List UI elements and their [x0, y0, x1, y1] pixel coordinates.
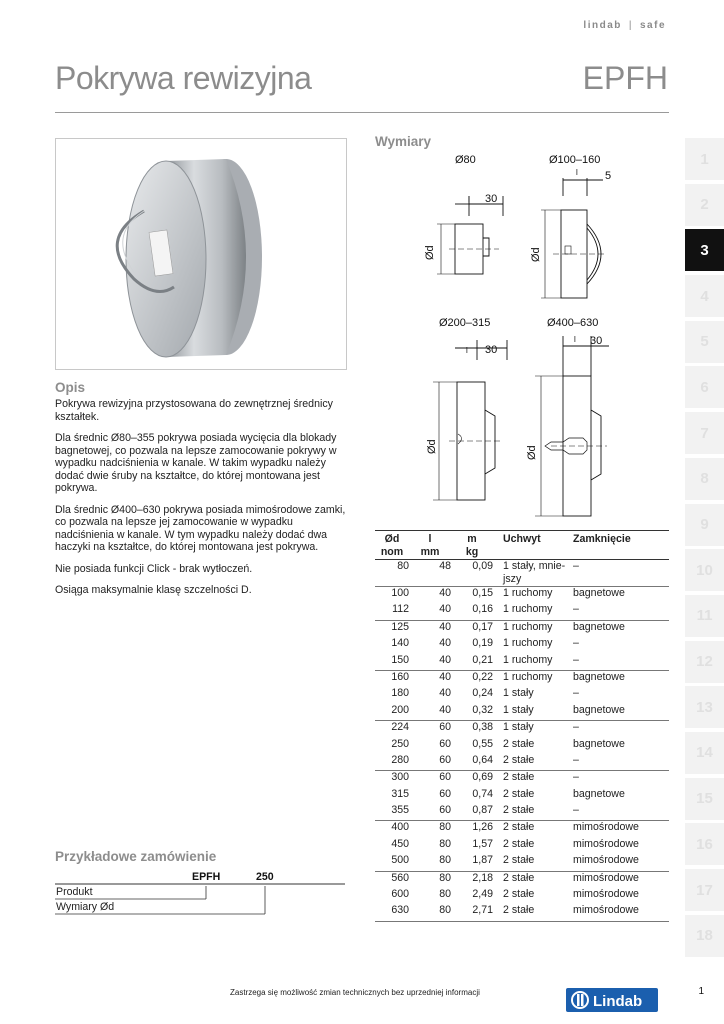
table-row — [375, 788, 669, 804]
label-l-3: l — [466, 346, 468, 355]
col-l-title: l — [428, 533, 432, 545]
cell-d: 140 — [391, 637, 409, 650]
cell-l: 40 — [409, 587, 451, 604]
chapter-tab-9[interactable]: 9 — [685, 504, 724, 546]
order-heading: Przykładowe zamówienie — [55, 849, 217, 864]
cell-d: 180 — [391, 687, 409, 700]
description-paragraph: Nie posiada funkcji Click - brak wytłoczeń. — [55, 562, 253, 575]
chapter-tab-12[interactable]: 12 — [685, 641, 724, 683]
cell-l: 60 — [409, 771, 451, 788]
cell-lock: mimośrodowe — [573, 904, 669, 921]
col-d-unit: nom — [380, 545, 404, 558]
cell-l: 80 — [439, 888, 451, 901]
cell-d: 125 — [375, 620, 409, 637]
chapter-tab-8[interactable]: 8 — [685, 458, 724, 500]
dimension-drawings — [375, 148, 675, 520]
cell-lock: mimośrodowe — [573, 821, 669, 838]
cell-l: 80 — [439, 854, 451, 867]
cell-l: 40 — [409, 620, 451, 637]
cell-l: 60 — [409, 721, 451, 738]
cell-m: 1,57 — [472, 837, 493, 850]
description-paragraph: Osiąga maksymalnie klasę szczelności D. — [55, 584, 252, 596]
col-d-header — [375, 531, 409, 560]
cell-d: 224 — [375, 721, 409, 738]
cell-l: 40 — [439, 637, 451, 650]
cell-d: 250 — [391, 737, 409, 750]
cell-handle: 1 ruchomy — [493, 620, 573, 637]
cell-m: 0,74 — [472, 787, 493, 800]
chapter-tabs — [685, 138, 724, 960]
cell-d: 450 — [391, 837, 409, 850]
cell-l: 40 — [439, 703, 451, 716]
cell-m: 0,64 — [472, 753, 493, 766]
cell-m: 0,32 — [472, 703, 493, 716]
chapter-tab-15[interactable]: 15 — [685, 778, 724, 820]
brand-name: lindab — [583, 20, 622, 31]
cell-lock: bagnetowe — [573, 670, 669, 687]
cell-d: 80 — [397, 560, 409, 572]
cell-m: 0,09 — [472, 560, 493, 572]
label-d200-315: Ø200–315 — [439, 317, 491, 329]
table-row — [375, 888, 669, 904]
description-paragraph: Dla średnic Ø80–355 pokrywa posiada wycięcia dla blokady bagnetowej, co pozwala na lepsze zamocowanie pokrywy w wypadku nadciśnienia w kanale. W takim wypadku należy dodać dwie śruby na kształtce, do której montowana jest pokrywa. — [55, 432, 337, 494]
cell-l: 60 — [439, 737, 451, 750]
chapter-tab-7[interactable]: 7 — [685, 412, 724, 454]
label-od-1: Ød — [424, 245, 436, 260]
cell-handle: 2 stałe — [503, 753, 535, 766]
technical-drawing — [375, 148, 675, 520]
title-divider — [55, 112, 669, 113]
chapter-tab-10[interactable]: 10 — [685, 549, 724, 591]
chapter-tab-17[interactable]: 17 — [685, 869, 724, 911]
lindab-logo — [566, 986, 658, 1014]
cell-d: 280 — [391, 753, 409, 766]
cell-lock: bagnetowe — [573, 620, 669, 637]
cell-handle: 1 stały — [503, 687, 534, 700]
cell-d: 630 — [375, 904, 409, 921]
product-photo — [55, 138, 347, 370]
page-title: Pokrywa rewizyjna — [55, 60, 312, 96]
order-example — [55, 866, 345, 918]
cell-m: 2,71 — [451, 904, 493, 921]
cell-handle: 2 stałe — [493, 821, 573, 838]
label-l-4: l — [574, 335, 576, 344]
chapter-tab-6[interactable]: 6 — [685, 366, 724, 408]
cell-l: 60 — [439, 804, 451, 817]
cell-handle: 2 stałe — [493, 771, 573, 788]
chapter-tab-2[interactable]: 2 — [685, 184, 724, 226]
page-number: 1 — [698, 986, 704, 997]
cell-handle: 2 stałe — [503, 737, 535, 750]
label-30-3: 30 — [485, 344, 498, 356]
cell-m: 0,17 — [451, 620, 493, 637]
cell-handle: 2 stałe — [503, 787, 535, 800]
table-header-row — [375, 531, 669, 560]
order-diagram — [55, 866, 345, 918]
cell-l: 40 — [439, 603, 451, 616]
order-code: EPFH — [192, 871, 221, 883]
cell-m: 0,87 — [472, 804, 493, 817]
cell-handle: 2 stałe — [503, 854, 535, 867]
chapter-tab-3[interactable]: 3 — [685, 229, 724, 271]
label-od-3: Ød — [426, 439, 438, 454]
cell-m: 0,19 — [472, 637, 493, 650]
label-od-2: Ød — [530, 247, 542, 262]
table-row — [375, 738, 669, 754]
cell-m: 0,16 — [472, 603, 493, 616]
table-row — [375, 904, 669, 921]
table-row — [375, 670, 669, 687]
label-30-1: 30 — [485, 193, 498, 205]
col-d-title: Ød — [384, 533, 400, 545]
cell-lock: – — [573, 603, 579, 616]
cell-l: 80 — [409, 871, 451, 888]
cell-lock: bagnetowe — [573, 737, 625, 750]
table-row — [375, 838, 669, 854]
cell-lock: mimośrodowe — [573, 854, 639, 867]
cell-lock: – — [573, 560, 579, 572]
cell-d: 600 — [391, 888, 409, 901]
footer-note: Zastrzega się możliwość zmian technicznych bez uprzedniej informacji — [230, 988, 480, 997]
cell-m: 0,38 — [451, 721, 493, 738]
chapter-tab-4[interactable]: 4 — [685, 275, 724, 317]
table-row — [375, 721, 669, 738]
cell-m: 1,87 — [472, 854, 493, 867]
col-lock-header: Zamknięcie — [573, 533, 631, 545]
cell-lock: bagnetowe — [573, 703, 625, 716]
col-m-title: m — [467, 533, 477, 545]
brand-separator: | — [628, 20, 633, 31]
cell-d: 500 — [391, 854, 409, 867]
cell-lock: mimośrodowe — [573, 837, 639, 850]
cell-l: 80 — [409, 821, 451, 838]
description-paragraph: Dla średnic Ø400–630 pokrywa posiada mimośrodowe zamki, co pozwala na lepsze jej zamocowanie w wypadku nadciśnienia w kanale. W tym wypadku należy dodać dwa haczyki na kształtce, do której montowana jest pokrywa. — [55, 503, 346, 553]
cell-lock: bagnetowe — [573, 787, 625, 800]
cell-lock: – — [573, 653, 579, 666]
cell-lock: – — [573, 637, 579, 650]
chapter-tab-11[interactable]: 11 — [685, 595, 724, 637]
table-row — [375, 704, 669, 721]
label-d400-630: Ø400–630 — [547, 317, 599, 329]
cell-m: 0,55 — [472, 737, 493, 750]
description-body — [55, 398, 351, 606]
cell-handle: 1 ruchomy — [503, 653, 553, 666]
cell-handle: 1 stały — [493, 721, 573, 738]
cell-handle: 1 stały — [503, 703, 534, 716]
table-row — [375, 637, 669, 653]
description-paragraph: Pokrywa rewizyjna przystosowana do zewnętrznej średnicy kształtek. — [55, 398, 333, 423]
cell-handle-line: 1 stały, mnie- — [503, 560, 566, 572]
table-row — [375, 620, 669, 637]
cell-d: 200 — [391, 703, 409, 716]
chapter-tab-18[interactable]: 18 — [685, 915, 724, 957]
label-d100-160: Ø100–160 — [549, 154, 601, 166]
table-row — [375, 603, 669, 620]
cell-handle: 1 ruchomy — [503, 603, 553, 616]
cell-m: 0,24 — [472, 687, 493, 700]
cell-l: 40 — [439, 653, 451, 666]
col-m-unit: kg — [465, 545, 479, 558]
chapter-tab-13[interactable]: 13 — [685, 686, 724, 728]
cell-m: 2,49 — [472, 888, 493, 901]
cell-handle: 1 ruchomy — [503, 637, 553, 650]
table-row — [375, 871, 669, 888]
cell-lock: – — [573, 687, 579, 700]
table-row — [375, 560, 669, 587]
cell-handle — [493, 560, 573, 587]
cell-m: 0,15 — [451, 587, 493, 604]
cell-l: 80 — [439, 837, 451, 850]
cell-d: 100 — [375, 587, 409, 604]
cell-m: 0,21 — [472, 653, 493, 666]
logo-graphic — [566, 986, 658, 1014]
label-od-4: Ød — [526, 445, 538, 460]
cell-d: 160 — [375, 670, 409, 687]
cell-l: 60 — [439, 753, 451, 766]
col-m-header — [451, 531, 493, 560]
cell-d: 150 — [391, 653, 409, 666]
table-row — [375, 804, 669, 821]
logo-text: Lindab — [593, 993, 643, 1010]
cover-photo-illustration — [56, 139, 346, 369]
chapter-tab-14[interactable]: 14 — [685, 732, 724, 774]
table-row — [375, 654, 669, 671]
cell-handle: 1 ruchomy — [493, 670, 573, 687]
chapter-tab-1[interactable]: 1 — [685, 138, 724, 180]
description-heading: Opis — [55, 380, 86, 395]
cell-m: 2,18 — [451, 871, 493, 888]
cell-d: 400 — [375, 821, 409, 838]
cell-d: 112 — [392, 603, 409, 616]
cell-m: 0,69 — [451, 771, 493, 788]
dimensions-heading: Wymiary — [375, 134, 432, 149]
cell-d: 355 — [391, 804, 409, 817]
label-30-4: 30 — [590, 335, 603, 347]
cell-l: 48 — [439, 560, 451, 572]
brand-line — [583, 20, 666, 31]
cell-handle: 2 stałe — [503, 804, 535, 817]
table-row — [375, 821, 669, 838]
col-l-header — [409, 531, 451, 560]
order-product-label: Produkt — [56, 886, 93, 898]
label-l-1: l — [468, 195, 470, 204]
cell-lock: bagnetowe — [573, 587, 669, 604]
cell-l: 40 — [439, 687, 451, 700]
chapter-tab-16[interactable]: 16 — [685, 823, 724, 865]
cell-lock: – — [573, 721, 669, 738]
table-row — [375, 754, 669, 771]
table-row — [375, 771, 669, 788]
cell-lock: – — [573, 753, 579, 766]
cell-m: 0,22 — [451, 670, 493, 687]
cell-handle: 2 stałe — [493, 904, 573, 921]
cell-handle-line: jszy — [503, 573, 522, 585]
order-dimension-label: Wymiary Ød — [56, 901, 115, 913]
order-size: 250 — [256, 871, 274, 883]
dimension-table — [375, 530, 669, 922]
table-row — [375, 587, 669, 604]
col-handle-header: Uchwyt — [503, 533, 541, 545]
cell-d: 560 — [375, 871, 409, 888]
label-l-2: l — [576, 168, 578, 177]
cell-handle: 2 stałe — [503, 888, 535, 901]
cell-lock: – — [573, 771, 669, 788]
cell-d: 300 — [375, 771, 409, 788]
cell-l: 60 — [439, 787, 451, 800]
cell-lock: mimośrodowe — [573, 888, 639, 901]
label-d80: Ø80 — [455, 154, 476, 166]
cell-l: 80 — [409, 904, 451, 921]
product-code: EPFH — [582, 60, 668, 96]
cell-handle: 2 stałe — [493, 871, 573, 888]
cell-m: 1,26 — [451, 821, 493, 838]
table-body — [375, 560, 669, 922]
table-row — [375, 854, 669, 871]
cell-lock: mimośrodowe — [573, 871, 669, 888]
col-l-unit: mm — [420, 545, 440, 558]
cell-handle: 2 stałe — [503, 837, 535, 850]
cell-handle: 1 ruchomy — [493, 587, 573, 604]
cell-lock: – — [573, 804, 579, 817]
label-5: 5 — [605, 170, 612, 182]
table-row — [375, 687, 669, 703]
cell-l: 40 — [409, 670, 451, 687]
cell-d: 315 — [391, 787, 409, 800]
chapter-tab-5[interactable]: 5 — [685, 321, 724, 363]
brand-section: safe — [639, 20, 666, 31]
